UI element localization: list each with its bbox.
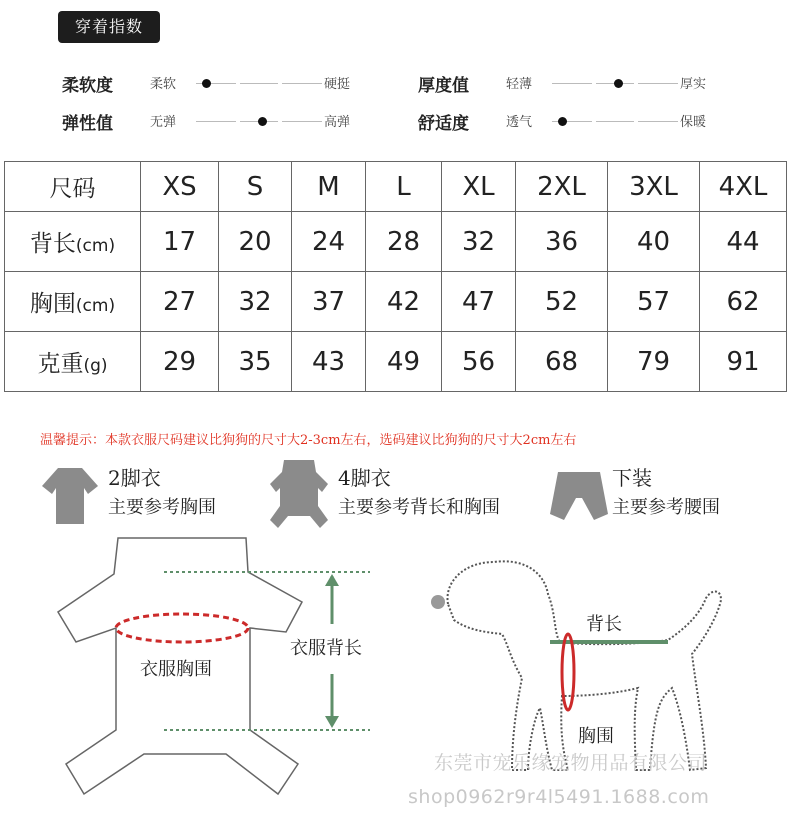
table-row	[5, 272, 787, 332]
table-cell: 20	[219, 212, 292, 272]
row-label-unit: (cm)	[75, 236, 116, 256]
index-high: 高弹	[324, 115, 351, 130]
dog-back-label: 背长	[586, 614, 622, 635]
index-high: 硬挺	[324, 77, 351, 92]
legend-desc: 主要参考胸围	[108, 497, 216, 518]
table-cell: 37	[292, 272, 366, 332]
index-name: 厚度值	[418, 76, 469, 96]
header-cell: XL	[442, 162, 516, 212]
index-level-dot	[202, 79, 211, 88]
row-label	[5, 212, 141, 272]
table-cell: 49	[366, 332, 442, 392]
legend-desc: 主要参考背长和胸围	[338, 497, 500, 518]
table-cell: 57	[608, 272, 700, 332]
four-leg-shirt-icon	[266, 458, 332, 530]
table-cell: 62	[700, 272, 787, 332]
index-high: 厚实	[680, 77, 707, 92]
table-cell: 91	[700, 332, 787, 392]
watermark-company: 东莞市宠乐缘宠物用品有限公司	[434, 752, 708, 774]
garment-diagram	[50, 532, 390, 802]
two-leg-shirt-icon	[40, 464, 100, 526]
index-level-dot	[258, 117, 267, 126]
table-cell: 17	[141, 212, 219, 272]
watermark-shop: shop0962r9r4l5491.1688.com	[408, 786, 710, 808]
table-cell: 79	[608, 332, 700, 392]
table-cell: 42	[366, 272, 442, 332]
header-cell: L	[366, 162, 442, 212]
table-cell: 68	[516, 332, 608, 392]
legend-pants	[612, 462, 720, 519]
table-cell: 43	[292, 332, 366, 392]
row-label-unit: (g)	[83, 356, 108, 376]
table-cell: 47	[442, 272, 516, 332]
garment-chest-label: 衣服胸围	[140, 659, 212, 680]
header-cell: 3XL	[608, 162, 700, 212]
index-softness	[62, 71, 362, 95]
dog-chest-label: 胸围	[578, 726, 614, 747]
row-label	[5, 332, 141, 392]
pants-icon	[548, 468, 610, 524]
table-cell: 36	[516, 212, 608, 272]
index-low: 无弹	[150, 115, 177, 130]
legend-desc: 主要参考腰围	[612, 497, 720, 518]
index-scale	[196, 83, 326, 84]
table-cell: 35	[219, 332, 292, 392]
index-name: 柔软度	[62, 76, 113, 96]
legend-four-leg	[338, 462, 500, 519]
table-row	[5, 332, 787, 392]
table-cell: 32	[219, 272, 292, 332]
row-label-unit: (cm)	[75, 296, 116, 316]
header-cell: 4XL	[700, 162, 787, 212]
table-cell: 32	[442, 212, 516, 272]
index-scale	[196, 121, 326, 122]
index-scale	[552, 121, 682, 122]
index-name: 弹性值	[62, 114, 113, 134]
index-comfort	[418, 109, 718, 133]
table-cell: 28	[366, 212, 442, 272]
size-tip-text: 温馨提示：本款衣服尺码建议比狗狗的尺寸大2-3cm左右，选码建议比狗狗的尺寸大2cm左右	[40, 433, 577, 448]
index-elasticity	[62, 109, 362, 133]
index-level-dot	[614, 79, 623, 88]
index-low: 轻薄	[506, 77, 533, 92]
garment-back-label: 衣服背长	[290, 638, 362, 659]
table-cell: 24	[292, 212, 366, 272]
table-cell: 27	[141, 272, 219, 332]
table-cell: 56	[442, 332, 516, 392]
index-thickness	[418, 71, 718, 95]
index-level-dot	[558, 117, 567, 126]
table-cell: 52	[516, 272, 608, 332]
index-name: 舒适度	[418, 114, 469, 134]
header-cell: 尺码	[5, 162, 141, 212]
table-header-row	[5, 162, 787, 212]
header-cell: S	[219, 162, 292, 212]
index-low: 柔软	[150, 77, 177, 92]
index-high: 保暖	[680, 115, 707, 130]
row-label-text: 背长	[29, 231, 76, 257]
legend-title: 2脚衣	[108, 466, 161, 490]
header-cell: M	[292, 162, 366, 212]
table-cell: 44	[700, 212, 787, 272]
size-table	[4, 161, 787, 392]
index-scale	[552, 83, 682, 84]
wear-index-badge: 穿着指数	[58, 11, 160, 43]
row-label-text: 克重	[37, 351, 84, 377]
table-cell: 29	[141, 332, 219, 392]
legend-title: 4脚衣	[338, 466, 391, 490]
table-row	[5, 212, 787, 272]
header-cell: XS	[141, 162, 219, 212]
index-low: 透气	[506, 115, 533, 130]
row-label-text: 胸围	[29, 291, 76, 317]
legend-title: 下装	[612, 466, 652, 490]
header-cell: 2XL	[516, 162, 608, 212]
table-cell: 40	[608, 212, 700, 272]
row-label	[5, 272, 141, 332]
legend-two-leg	[108, 462, 216, 519]
